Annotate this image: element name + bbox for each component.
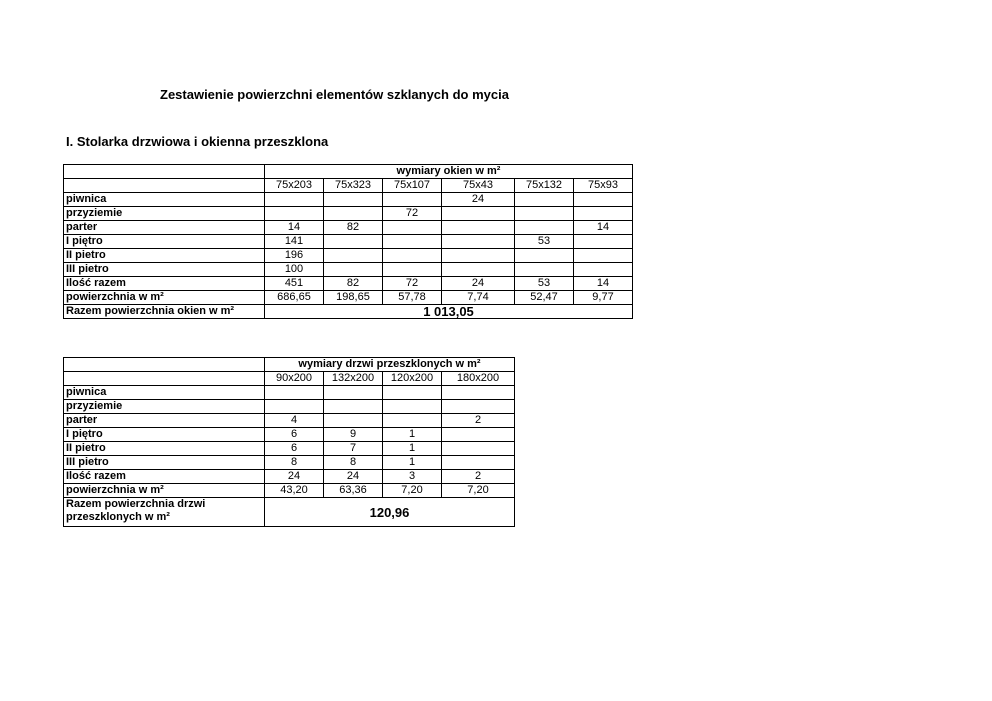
table-cell [383, 249, 442, 263]
row-label: III pietro [64, 263, 265, 277]
row-label: I piętro [64, 235, 265, 249]
table-row [64, 221, 633, 235]
table-cell: 100 [265, 263, 324, 277]
table-cell: 82 [324, 277, 383, 291]
table-cell: 2 [442, 414, 515, 428]
table-row [64, 235, 633, 249]
table-cell: 6 [265, 428, 324, 442]
corner-cell [64, 372, 265, 386]
table-cell: 686,65 [265, 291, 324, 305]
table-row [64, 428, 515, 442]
table-row [64, 263, 633, 277]
table-cell: 8 [265, 456, 324, 470]
table-cell: 7,20 [383, 484, 442, 498]
total-row [64, 498, 515, 527]
table-row [64, 400, 515, 414]
table-row [64, 386, 515, 400]
table-cell: 14 [574, 221, 633, 235]
row-label: parter [64, 221, 265, 235]
row-label: powierzchnia w m² [64, 484, 265, 498]
columns-row [64, 372, 515, 386]
row-label: parter [64, 414, 265, 428]
table-cell: 1 [383, 442, 442, 456]
table-cell: 198,65 [324, 291, 383, 305]
table-row [64, 249, 633, 263]
table-cell [442, 400, 515, 414]
column-header: 75x93 [574, 179, 633, 193]
table-cell: 451 [265, 277, 324, 291]
windows-table [63, 164, 633, 319]
table-cell: 53 [515, 277, 574, 291]
table-cell [383, 235, 442, 249]
table-row [64, 277, 633, 291]
table-cell: 1 [383, 456, 442, 470]
total-label: Razem powierzchnia drzwi przeszklonych w m² [64, 498, 265, 527]
table-cell [324, 249, 383, 263]
table-cell [383, 263, 442, 277]
corner-cell [64, 179, 265, 193]
corner-cell [64, 358, 265, 372]
table-row [64, 207, 633, 221]
table-cell: 53 [515, 235, 574, 249]
table-cell [442, 263, 515, 277]
column-header: 90x200 [265, 372, 324, 386]
table-cell: 43,20 [265, 484, 324, 498]
table-cell: 52,47 [515, 291, 574, 305]
table-cell [515, 249, 574, 263]
table-cell [574, 193, 633, 207]
table-cell [442, 249, 515, 263]
table-cell [324, 414, 383, 428]
row-label: Ilość razem [64, 277, 265, 291]
page-title: Zestawienie powierzchni elementów szklanych do mycia [160, 87, 509, 102]
table-row [64, 484, 515, 498]
column-header: 75x107 [383, 179, 442, 193]
table-cell [383, 386, 442, 400]
row-label: I piętro [64, 428, 265, 442]
table-cell: 57,78 [383, 291, 442, 305]
table-row [64, 442, 515, 456]
table-row [64, 456, 515, 470]
doors-table [63, 357, 515, 527]
table-cell [265, 400, 324, 414]
table-cell [265, 193, 324, 207]
table-row [64, 414, 515, 428]
table-cell [324, 386, 383, 400]
table-cell [442, 456, 515, 470]
table-cell [442, 386, 515, 400]
table-cell: 14 [265, 221, 324, 235]
column-header: 75x323 [324, 179, 383, 193]
table-cell: 72 [383, 277, 442, 291]
table-cell [574, 235, 633, 249]
total-value: 1 013,05 [265, 305, 633, 319]
row-label: piwnica [64, 193, 265, 207]
table-cell [265, 386, 324, 400]
table-cell [383, 193, 442, 207]
table-cell [324, 263, 383, 277]
row-label: II pietro [64, 442, 265, 456]
table-cell: 24 [265, 470, 324, 484]
column-header: 132x200 [324, 372, 383, 386]
table-cell [515, 193, 574, 207]
table-cell: 14 [574, 277, 633, 291]
header-row [64, 358, 515, 372]
column-header: 75x43 [442, 179, 515, 193]
table-cell [383, 400, 442, 414]
row-label: Ilość razem [64, 470, 265, 484]
total-label: Razem powierzchnia okien w m² [64, 305, 265, 319]
table-cell: 82 [324, 221, 383, 235]
table-cell [324, 193, 383, 207]
table-cell: 24 [442, 277, 515, 291]
table-cell: 4 [265, 414, 324, 428]
table-cell: 9 [324, 428, 383, 442]
table-cell [442, 428, 515, 442]
table-cell: 8 [324, 456, 383, 470]
table-cell [515, 263, 574, 277]
table-cell [442, 221, 515, 235]
total-value: 120,96 [265, 498, 515, 527]
table-cell: 9,77 [574, 291, 633, 305]
row-label: powierzchnia w m² [64, 291, 265, 305]
column-header: 75x132 [515, 179, 574, 193]
column-header: 180x200 [442, 372, 515, 386]
row-label: przyziemie [64, 207, 265, 221]
columns-row [64, 179, 633, 193]
table-cell [383, 414, 442, 428]
table-cell [324, 207, 383, 221]
table-cell [574, 207, 633, 221]
row-label: piwnica [64, 386, 265, 400]
table-cell [265, 207, 324, 221]
table-cell: 72 [383, 207, 442, 221]
header-row [64, 165, 633, 179]
table-cell: 6 [265, 442, 324, 456]
table-cell: 7,20 [442, 484, 515, 498]
table-cell: 24 [442, 193, 515, 207]
table-cell [574, 263, 633, 277]
section-heading: I. Stolarka drzwiowa i okienna przeszklona [66, 134, 329, 149]
table-row [64, 291, 633, 305]
table-cell: 24 [324, 470, 383, 484]
column-header: 75x203 [265, 179, 324, 193]
row-label: przyziemie [64, 400, 265, 414]
table-row [64, 193, 633, 207]
table-cell: 7,74 [442, 291, 515, 305]
table-cell: 141 [265, 235, 324, 249]
dimensions-header: wymiary okien w m² [265, 165, 633, 179]
total-row [64, 305, 633, 319]
dimensions-header: wymiary drzwi przeszklonych w m² [265, 358, 515, 372]
table-cell [442, 235, 515, 249]
table-cell [574, 249, 633, 263]
row-label: II pietro [64, 249, 265, 263]
table-cell [442, 207, 515, 221]
table-cell: 7 [324, 442, 383, 456]
table-cell: 196 [265, 249, 324, 263]
table-cell [515, 207, 574, 221]
table-cell: 2 [442, 470, 515, 484]
table-cell [442, 442, 515, 456]
table-cell [515, 221, 574, 235]
corner-cell [64, 165, 265, 179]
table-cell: 63,36 [324, 484, 383, 498]
table-cell: 1 [383, 428, 442, 442]
row-label: III pietro [64, 456, 265, 470]
table-row [64, 470, 515, 484]
column-header: 120x200 [383, 372, 442, 386]
table-cell: 3 [383, 470, 442, 484]
table-cell [383, 221, 442, 235]
table-cell [324, 400, 383, 414]
table-cell [324, 235, 383, 249]
